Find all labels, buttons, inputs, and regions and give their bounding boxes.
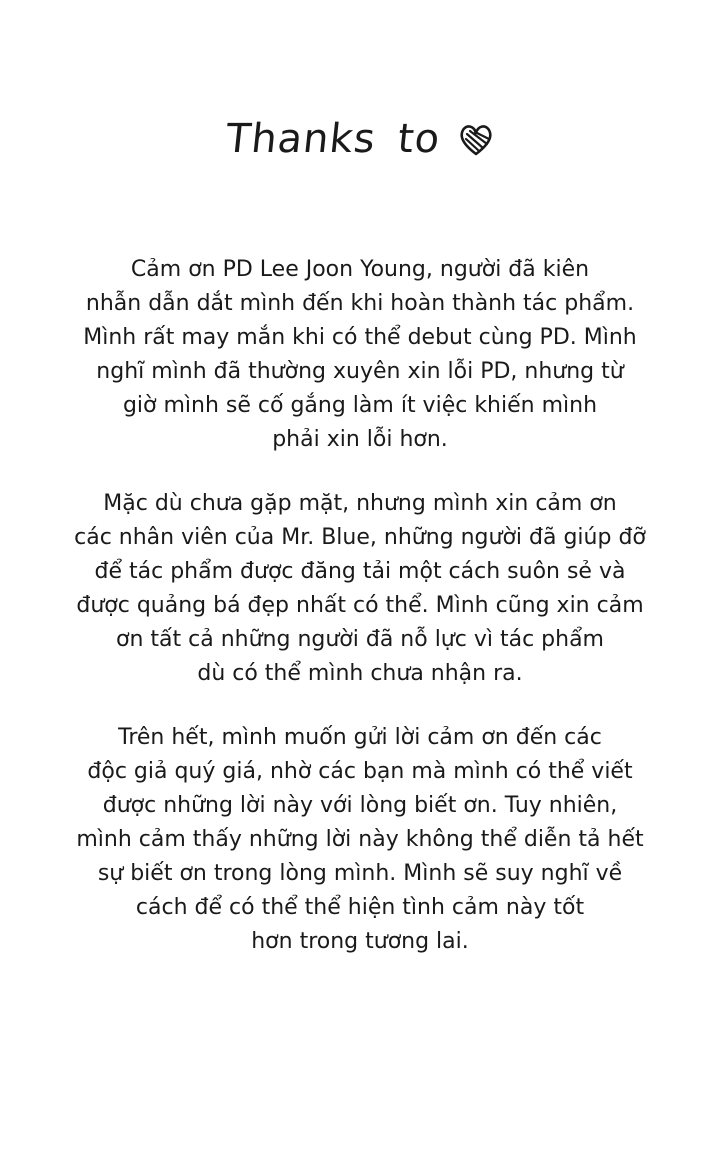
paragraph-line: hơn trong tương lai.: [251, 929, 469, 954]
paragraph-line: được quảng bá đẹp nhất có thể. Mình cũng xin cảm: [76, 593, 644, 618]
thanks-paragraph-pd: [60, 253, 660, 457]
paragraph-line: cách để có thể thể hiện tình cảm này tốt: [135, 895, 585, 920]
paragraph-line: giờ mình sẽ cố gắng làm ít việc khiến mình: [122, 393, 598, 418]
paragraph-line: ơn tất cả những người đã nỗ lực vì tác phẩm: [116, 627, 604, 652]
paragraph-line: Mình rất may mắn khi có thể debut cùng PD. Mình: [83, 325, 637, 350]
paragraph-line: để tác phẩm được đăng tải một cách suôn sẻ và: [94, 559, 626, 584]
paragraph-line: Cảm ơn PD Lee Joon Young, người đã kiên: [130, 257, 590, 282]
thanks-paragraph-staff: [60, 487, 660, 691]
thanks-heading: [0, 106, 720, 176]
paragraph-line: nhẫn dẫn dắt mình đến khi hoàn thành tác phẩm.: [85, 291, 635, 316]
paragraph-line: được những lời này với lòng biết ơn. Tuy nhiên,: [102, 793, 618, 818]
heading-word-to: to: [395, 116, 443, 162]
paragraph-line: các nhân viên của Mr. Blue, những người đã giúp đỡ: [74, 525, 646, 550]
paragraph-line: độc giả quý giá, nhờ các bạn mà mình có thể viết: [87, 759, 633, 784]
paragraph-line: Trên hết, mình muốn gửi lời cảm ơn đến các: [118, 725, 602, 750]
paragraph-line: phải xin lỗi hơn.: [272, 427, 448, 452]
paragraph-line: dù có thể mình chưa nhận ra.: [197, 661, 523, 686]
heart-icon: [456, 120, 496, 160]
heading-word-thanks: Thanks: [223, 116, 379, 162]
paragraph-line: nghĩ mình đã thường xuyên xin lỗi PD, nhưng từ: [96, 359, 624, 384]
paragraph-line: sự biết ơn trong lòng mình. Mình sẽ suy nghĩ về: [97, 861, 623, 886]
paragraph-line: Mặc dù chưa gặp mặt, nhưng mình xin cảm ơn: [103, 491, 617, 516]
thanks-paragraph-readers: [60, 721, 660, 959]
paragraph-line: mình cảm thấy những lời này không thể diễn tả hết: [76, 827, 644, 852]
